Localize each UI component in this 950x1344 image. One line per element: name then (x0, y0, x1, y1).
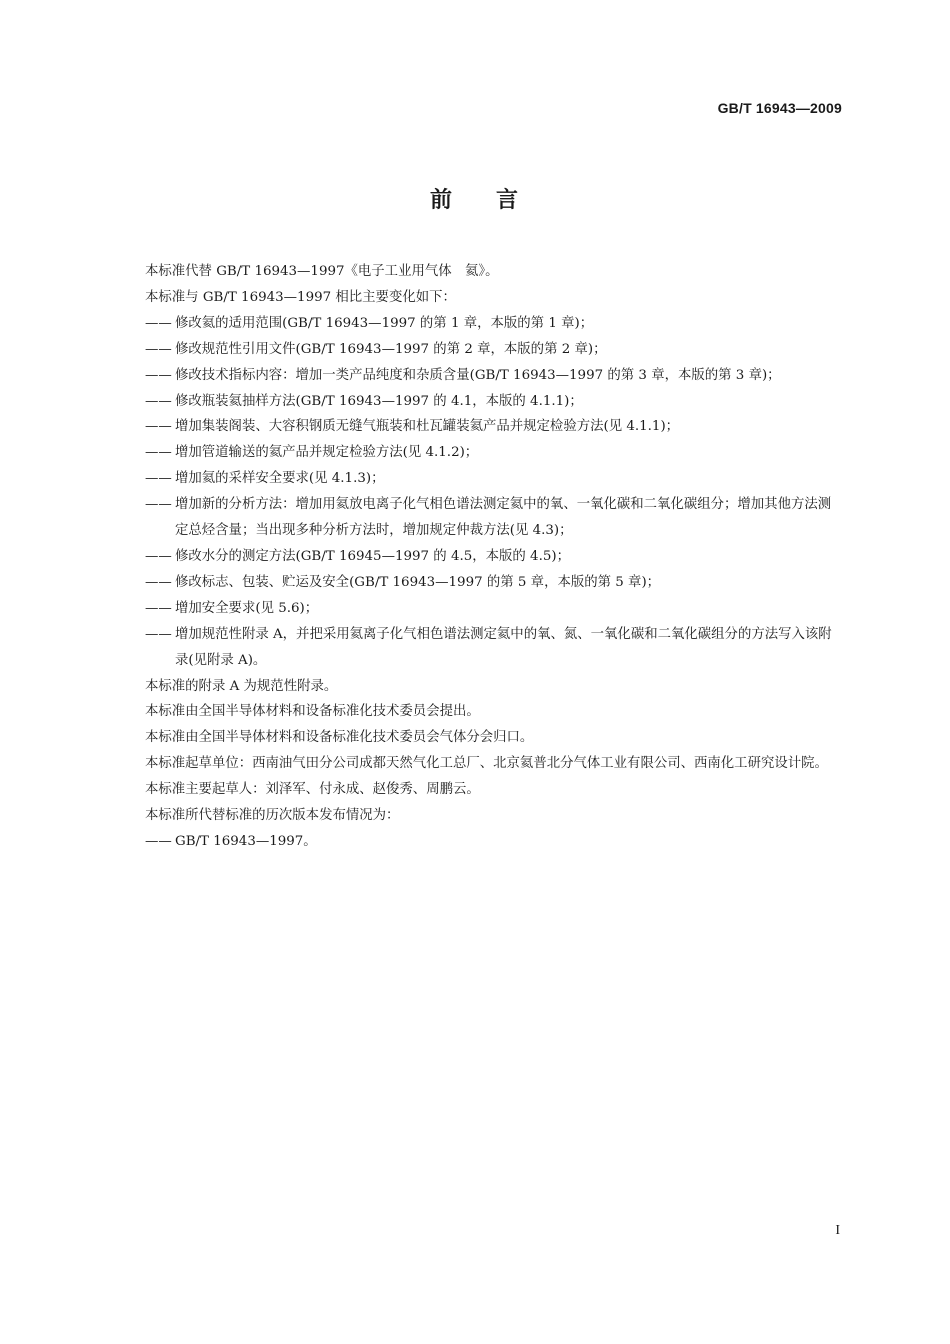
document-body (108, 259, 843, 855)
standard-code: GB/T 16943—2009 (717, 100, 842, 116)
change-item-text: 修改技术指标内容：增加一类产品纯度和杂质含量(GB/T 16943—1997 的第 3 章，本版的第 3 章)； (175, 367, 781, 383)
drafting-units-paragraph: 本标准起草单位：西南油气田分公司成都天然气化工总厂、北京氦普北分气体工业有限公司、西南化工研究设计院。 (145, 756, 828, 772)
dash-marker: —— (145, 833, 172, 849)
annex-paragraph: 本标准的附录 A 为规范性附录。 (145, 678, 338, 694)
change-item (108, 414, 843, 440)
dash-marker: —— (145, 393, 172, 409)
dash-marker: —— (145, 445, 172, 461)
replacement-paragraph: 本标准代替 GB/T 16943—1997《电子工业用气体 氦》。 (145, 264, 499, 279)
change-item (108, 337, 843, 363)
change-item (108, 311, 843, 337)
dash-marker: —— (145, 626, 172, 642)
change-item (108, 440, 843, 466)
change-item-text: 增加规范性附录 A，并把采用氦离子化气相色谱法测定氦中的氧、氮、一氧化碳和二氧化碳组分的方法写入该附录(见附录 A)。 (175, 626, 832, 668)
history-item-text: GB/T 16943—1997。 (175, 833, 317, 849)
page-number: I (835, 1223, 840, 1238)
change-item-text: 增加氦的采样安全要求(见 4.1.3)； (175, 471, 385, 487)
change-item (108, 570, 843, 596)
change-item-text: 修改标志、包装、贮运及安全(GB/T 16943—1997 的第 5 章，本版的第 5 章)； (175, 574, 661, 590)
change-item-text: 修改规范性引用文件(GB/T 16943—1997 的第 2 章，本版的第 2 章)； (175, 341, 607, 357)
change-item-text: 修改瓶装氦抽样方法(GB/T 16943—1997 的 4.1，本版的 4.1.1)； (175, 393, 583, 409)
change-item (108, 622, 843, 674)
change-item-text: 修改氦的适用范围(GB/T 16943—1997 的第 1 章，本版的第 1 章)； (175, 315, 594, 331)
history-item (108, 829, 843, 855)
dash-marker: —— (145, 367, 172, 383)
change-item (108, 492, 843, 544)
change-item-text: 增加集装阁装、大容积钢质无缝气瓶装和杜瓦罐装氦产品并规定检验方法(见 4.1.1)； (175, 419, 680, 435)
dash-marker: —— (145, 341, 172, 357)
change-item (108, 596, 843, 622)
proposed-by-paragraph: 本标准由全国半导体材料和设备标准化技术委员会提出。 (145, 704, 480, 720)
managed-by-paragraph: 本标准由全国半导体材料和设备标准化技术委员会气体分会归口。 (145, 730, 534, 746)
drafters-paragraph: 本标准主要起草人：刘泽军、付永成、赵俊秀、周鹏云。 (145, 782, 480, 798)
dash-marker: —— (145, 548, 172, 564)
changes-intro-paragraph: 本标准与 GB/T 16943—1997 相比主要变化如下： (145, 289, 456, 305)
change-item-text: 增加管道输送的氦产品并规定检验方法(见 4.1.2)； (175, 445, 479, 461)
change-item (108, 363, 843, 389)
dash-marker: —— (145, 574, 172, 590)
dash-marker: —— (145, 419, 172, 435)
change-item-text: 增加新的分析方法：增加用氦放电离子化气相色谱法测定氦中的氧、一氧化碳和二氧化碳组分；增加其他方法测定总烃含量；当出现多种分析方法时，增加规定仲裁方法(见 4.3)； (175, 497, 832, 539)
dash-marker: —— (145, 497, 172, 513)
change-item-text: 增加安全要求(见 5.6)； (175, 600, 319, 616)
dash-marker: —— (145, 315, 172, 331)
change-item (108, 466, 843, 492)
page-title-char-1: 前 (429, 188, 454, 213)
dash-marker: —— (145, 600, 172, 616)
page-title (0, 183, 950, 214)
change-item (108, 389, 843, 415)
page-title-char-2: 言 (496, 188, 521, 213)
history-intro-paragraph: 本标准所代替标准的历次版本发布情况为： (145, 808, 400, 824)
dash-marker: —— (145, 471, 172, 487)
change-item (108, 544, 843, 570)
change-item-text: 修改水分的测定方法(GB/T 16945—1997 的 4.5，本版的 4.5)； (175, 548, 570, 564)
